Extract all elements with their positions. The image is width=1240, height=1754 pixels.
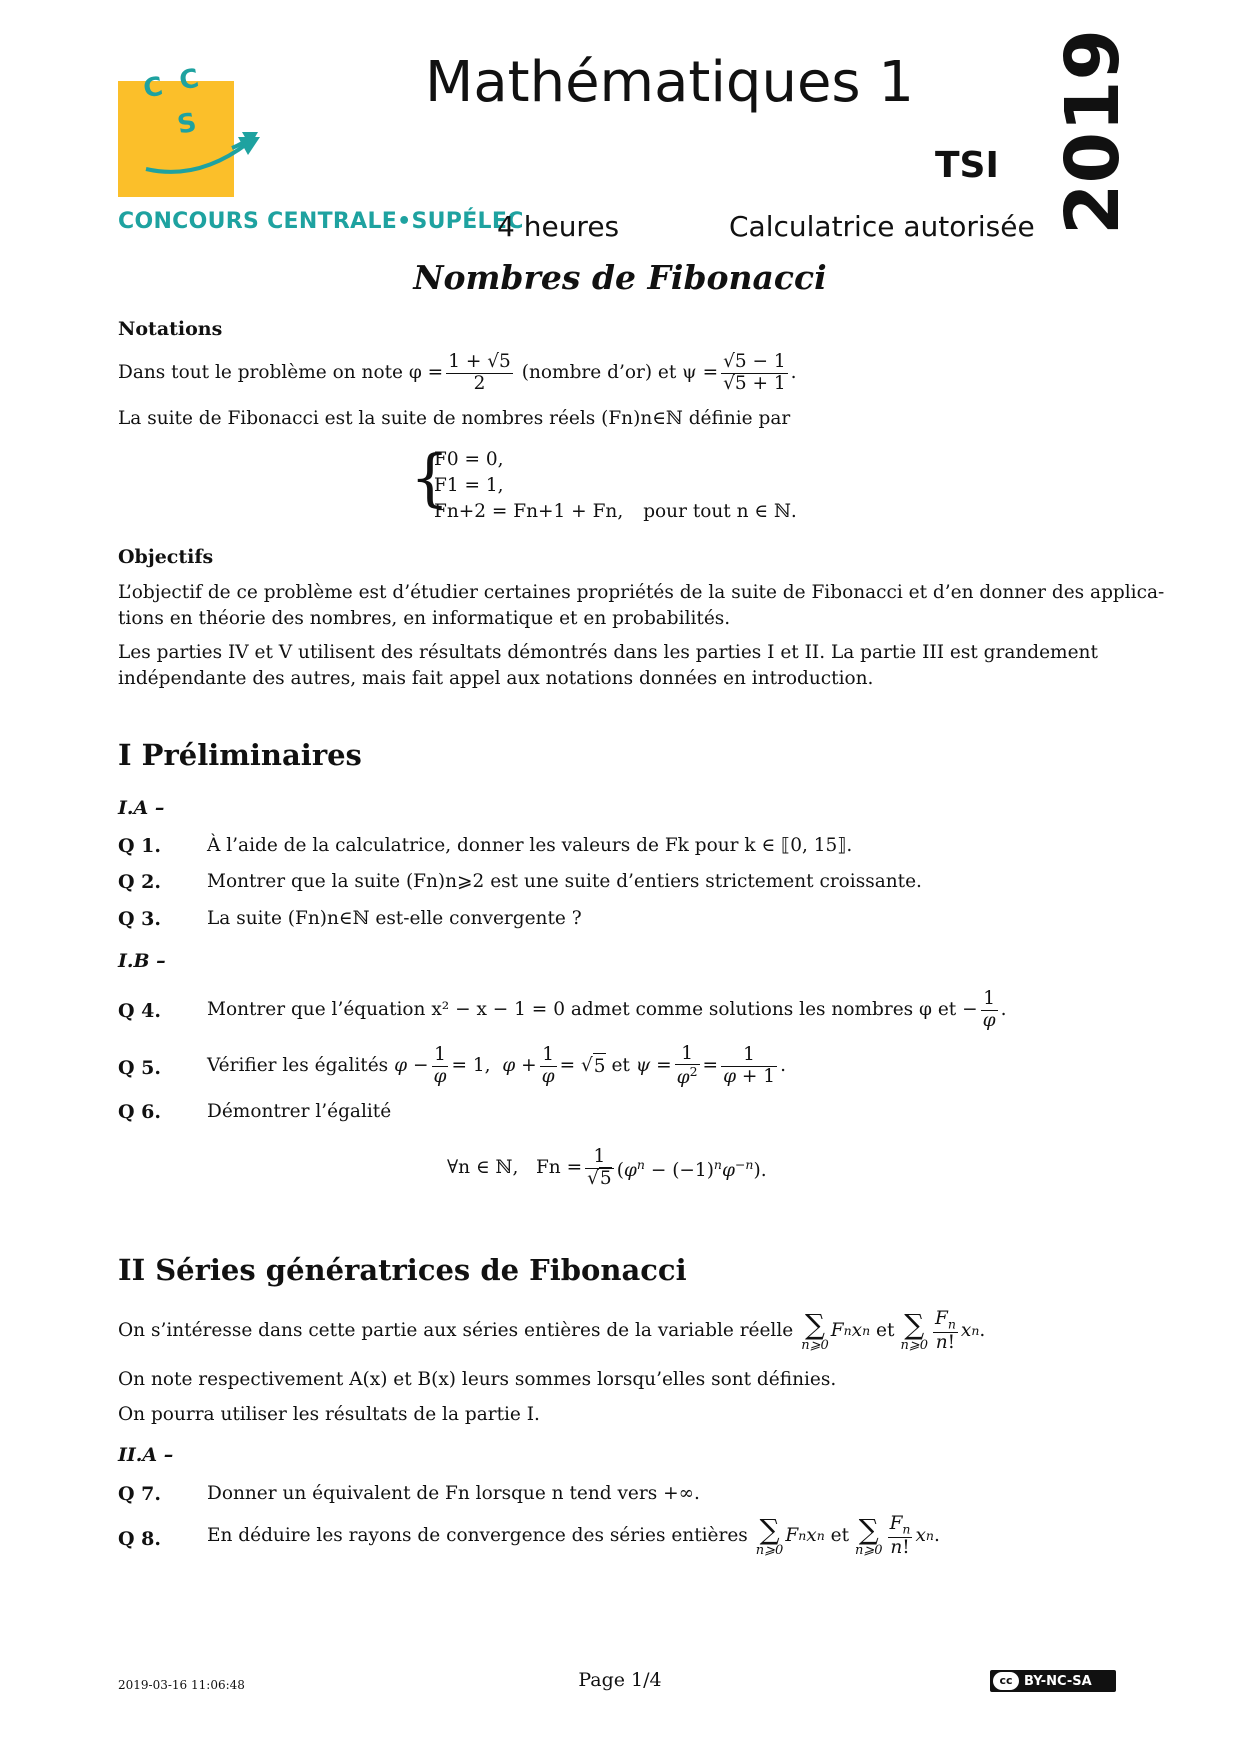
psi-fraction: [721, 352, 788, 394]
q5-number: Q 5.: [118, 1057, 162, 1079]
brace-icon: {: [410, 441, 450, 514]
q2-number: Q 2.: [118, 871, 162, 893]
logo-letter-c2: C: [177, 63, 202, 97]
objectifs-heading: Objectifs: [118, 546, 214, 568]
license-badge: [990, 1670, 1116, 1692]
part-2-subsection-a: II.A –: [118, 1444, 174, 1466]
q5-text-body: Vérifier les égalités: [207, 1055, 389, 1076]
phi-fraction: [446, 352, 513, 394]
q4-text: Montrer que l’équation x² − x − 1 = 0 admet comme solutions les nombres φ et − $\frac{1}{\varphi}$ .: [207, 988, 1007, 1031]
part-1-subsection-a: I.A –: [118, 797, 165, 819]
q5-text: Vérifier les égalités φ − $\frac{1}{\varphi}$ = 1, φ + $\frac{1}{\varphi}$ = √ 5 et ψ = $\frac{1}{\varphi^2}$ = $\frac{1}{\varphi + 1}$ .: [207, 1042, 786, 1089]
psi-numerator: √5 − 1: [723, 351, 786, 373]
system-condition: pour tout n ∈ ℕ.: [643, 501, 797, 522]
part-2-title: II Séries génératrices de Fibonacci: [118, 1253, 687, 1287]
q8-number: Q 8.: [118, 1528, 162, 1550]
q6-formula-lhs: ∀n ∈ ℕ, Fn =: [447, 1157, 583, 1178]
q7-text: Donner un équivalent de Fn lorsque n tend vers +∞.: [207, 1483, 700, 1504]
part-1-subsection-b: I.B –: [118, 950, 166, 972]
document-title: Nombres de Fibonacci: [413, 258, 827, 297]
logo-letter-s: S: [175, 107, 199, 141]
fibonacci-definition: La suite de Fibonacci est la suite de nombres réels (Fn)n∈ℕ définie par: [118, 408, 791, 429]
logo-graphic: [118, 63, 234, 197]
q6-formula: ∀n ∈ ℕ, Fn = $\frac{1}{√5}$ $(\varphi^n - (-1)^n\varphi^{-n})$.: [447, 1146, 767, 1189]
cc-icon: cc: [993, 1672, 1019, 1690]
q6-text: Démontrer l’égalité: [207, 1101, 392, 1122]
q4-text-body: Montrer que l’équation x² − x − 1 = 0 admet comme solutions les nombres φ et −: [207, 999, 978, 1020]
system-line-1: F0 = 0,: [434, 449, 504, 470]
notations-heading: Notations: [118, 318, 223, 340]
part-2-intro-3: On pourra utiliser les résultats de la partie I.: [118, 1404, 540, 1425]
psi-denominator: √5 + 1: [723, 372, 786, 394]
phi-denominator: 2: [473, 372, 486, 394]
objectifs-p1-line2: tions en théorie des nombres, en informatique et en probabilités.: [118, 608, 731, 629]
calculator-label: Calculatrice autorisée: [729, 210, 1035, 243]
year-label: 2019: [1050, 29, 1136, 235]
license-label: BY-NC-SA: [1024, 1673, 1092, 1689]
part-2-intro-text: On s’intéresse dans cette partie aux séries entières de la variable réelle: [118, 1320, 794, 1341]
q2-text: Montrer que la suite (Fn)n⩾2 est une suite d’entiers strictement croissante.: [207, 871, 922, 892]
objectifs-p2-line2: indépendante des autres, mais fait appel aux notations données en introduction.: [118, 668, 874, 689]
system-line-3: Fn+2 = Fn+1 + Fn,: [434, 501, 624, 522]
part-2-intro-2: On note respectivement A(x) et B(x) leurs sommes lorsqu’elles sont définies.: [118, 1369, 837, 1390]
footer-timestamp: 2019-03-16 11:06:48: [118, 1678, 245, 1692]
notation-phi-psi: Dans tout le problème on note φ = $\frac{1 + √5}{2}$ (nombre d’or) et ψ = $\frac{√5 - 1}{√5 + 1}$ .: [118, 351, 797, 394]
track-label: TSI: [935, 145, 999, 186]
phi-numerator: 1 + √5: [448, 351, 511, 373]
objectifs-paragraph-2: [118, 640, 1128, 692]
q8-text-body: En déduire les rayons de convergence des séries entières: [207, 1525, 748, 1546]
logo-letter-c1: C: [141, 71, 166, 105]
q3-number: Q 3.: [118, 908, 162, 930]
logo: [118, 63, 234, 197]
part-2-intro-1: On s’intéresse dans cette partie aux séries entières de la variable réelle ∑ n⩾0 F n x n et ∑ n⩾0 $\frac{F_n}{n!}$ x n .: [118, 1307, 986, 1353]
objectifs-p1-line1: L’objectif de ce problème est d’étudier certaines propriétés de la suite de Fibonacci et d’en donner des applica-: [118, 582, 1165, 603]
q4-fraction: $\frac{1}{\varphi}$: [982, 988, 996, 1031]
system-line-2: F1 = 1,: [434, 475, 504, 496]
part-1-title: I Préliminaires: [118, 738, 362, 772]
objectifs-p2-line1: Les parties IV et V utilisent des résultats démontrés dans les parties I et II. La partie III est grandement: [118, 642, 1098, 663]
objectifs-paragraph-1: [118, 580, 1165, 632]
notation-mid: (nombre d’or) et ψ =: [521, 362, 719, 383]
duration-label: 4 heures: [497, 210, 620, 243]
q8-text: En déduire les rayons de convergence des séries entières ∑ n⩾0 F n x n et ∑ n⩾0 $\frac{F_n}{n!}$ x n .: [207, 1512, 940, 1558]
q3-text: La suite (Fn)n∈ℕ est-elle convergente ?: [207, 908, 582, 929]
recurrence-system: [410, 441, 797, 525]
q4-number: Q 4.: [118, 1000, 162, 1022]
notation-prefix: Dans tout le problème on note φ =: [118, 362, 444, 383]
exam-title: Mathématiques 1: [425, 50, 915, 115]
q1-number: Q 1.: [118, 835, 162, 857]
page-number: Page 1/4: [578, 1669, 662, 1691]
q7-number: Q 7.: [118, 1483, 162, 1505]
logo-arrow-icon: [232, 130, 262, 160]
q6-number: Q 6.: [118, 1101, 162, 1123]
q1-text: À l’aide de la calculatrice, donner les valeurs de Fk pour k ∈ ⟦0, 15⟧.: [207, 835, 853, 856]
logo-caption: CONCOURS CENTRALE•SUPÉLEC: [118, 209, 524, 234]
